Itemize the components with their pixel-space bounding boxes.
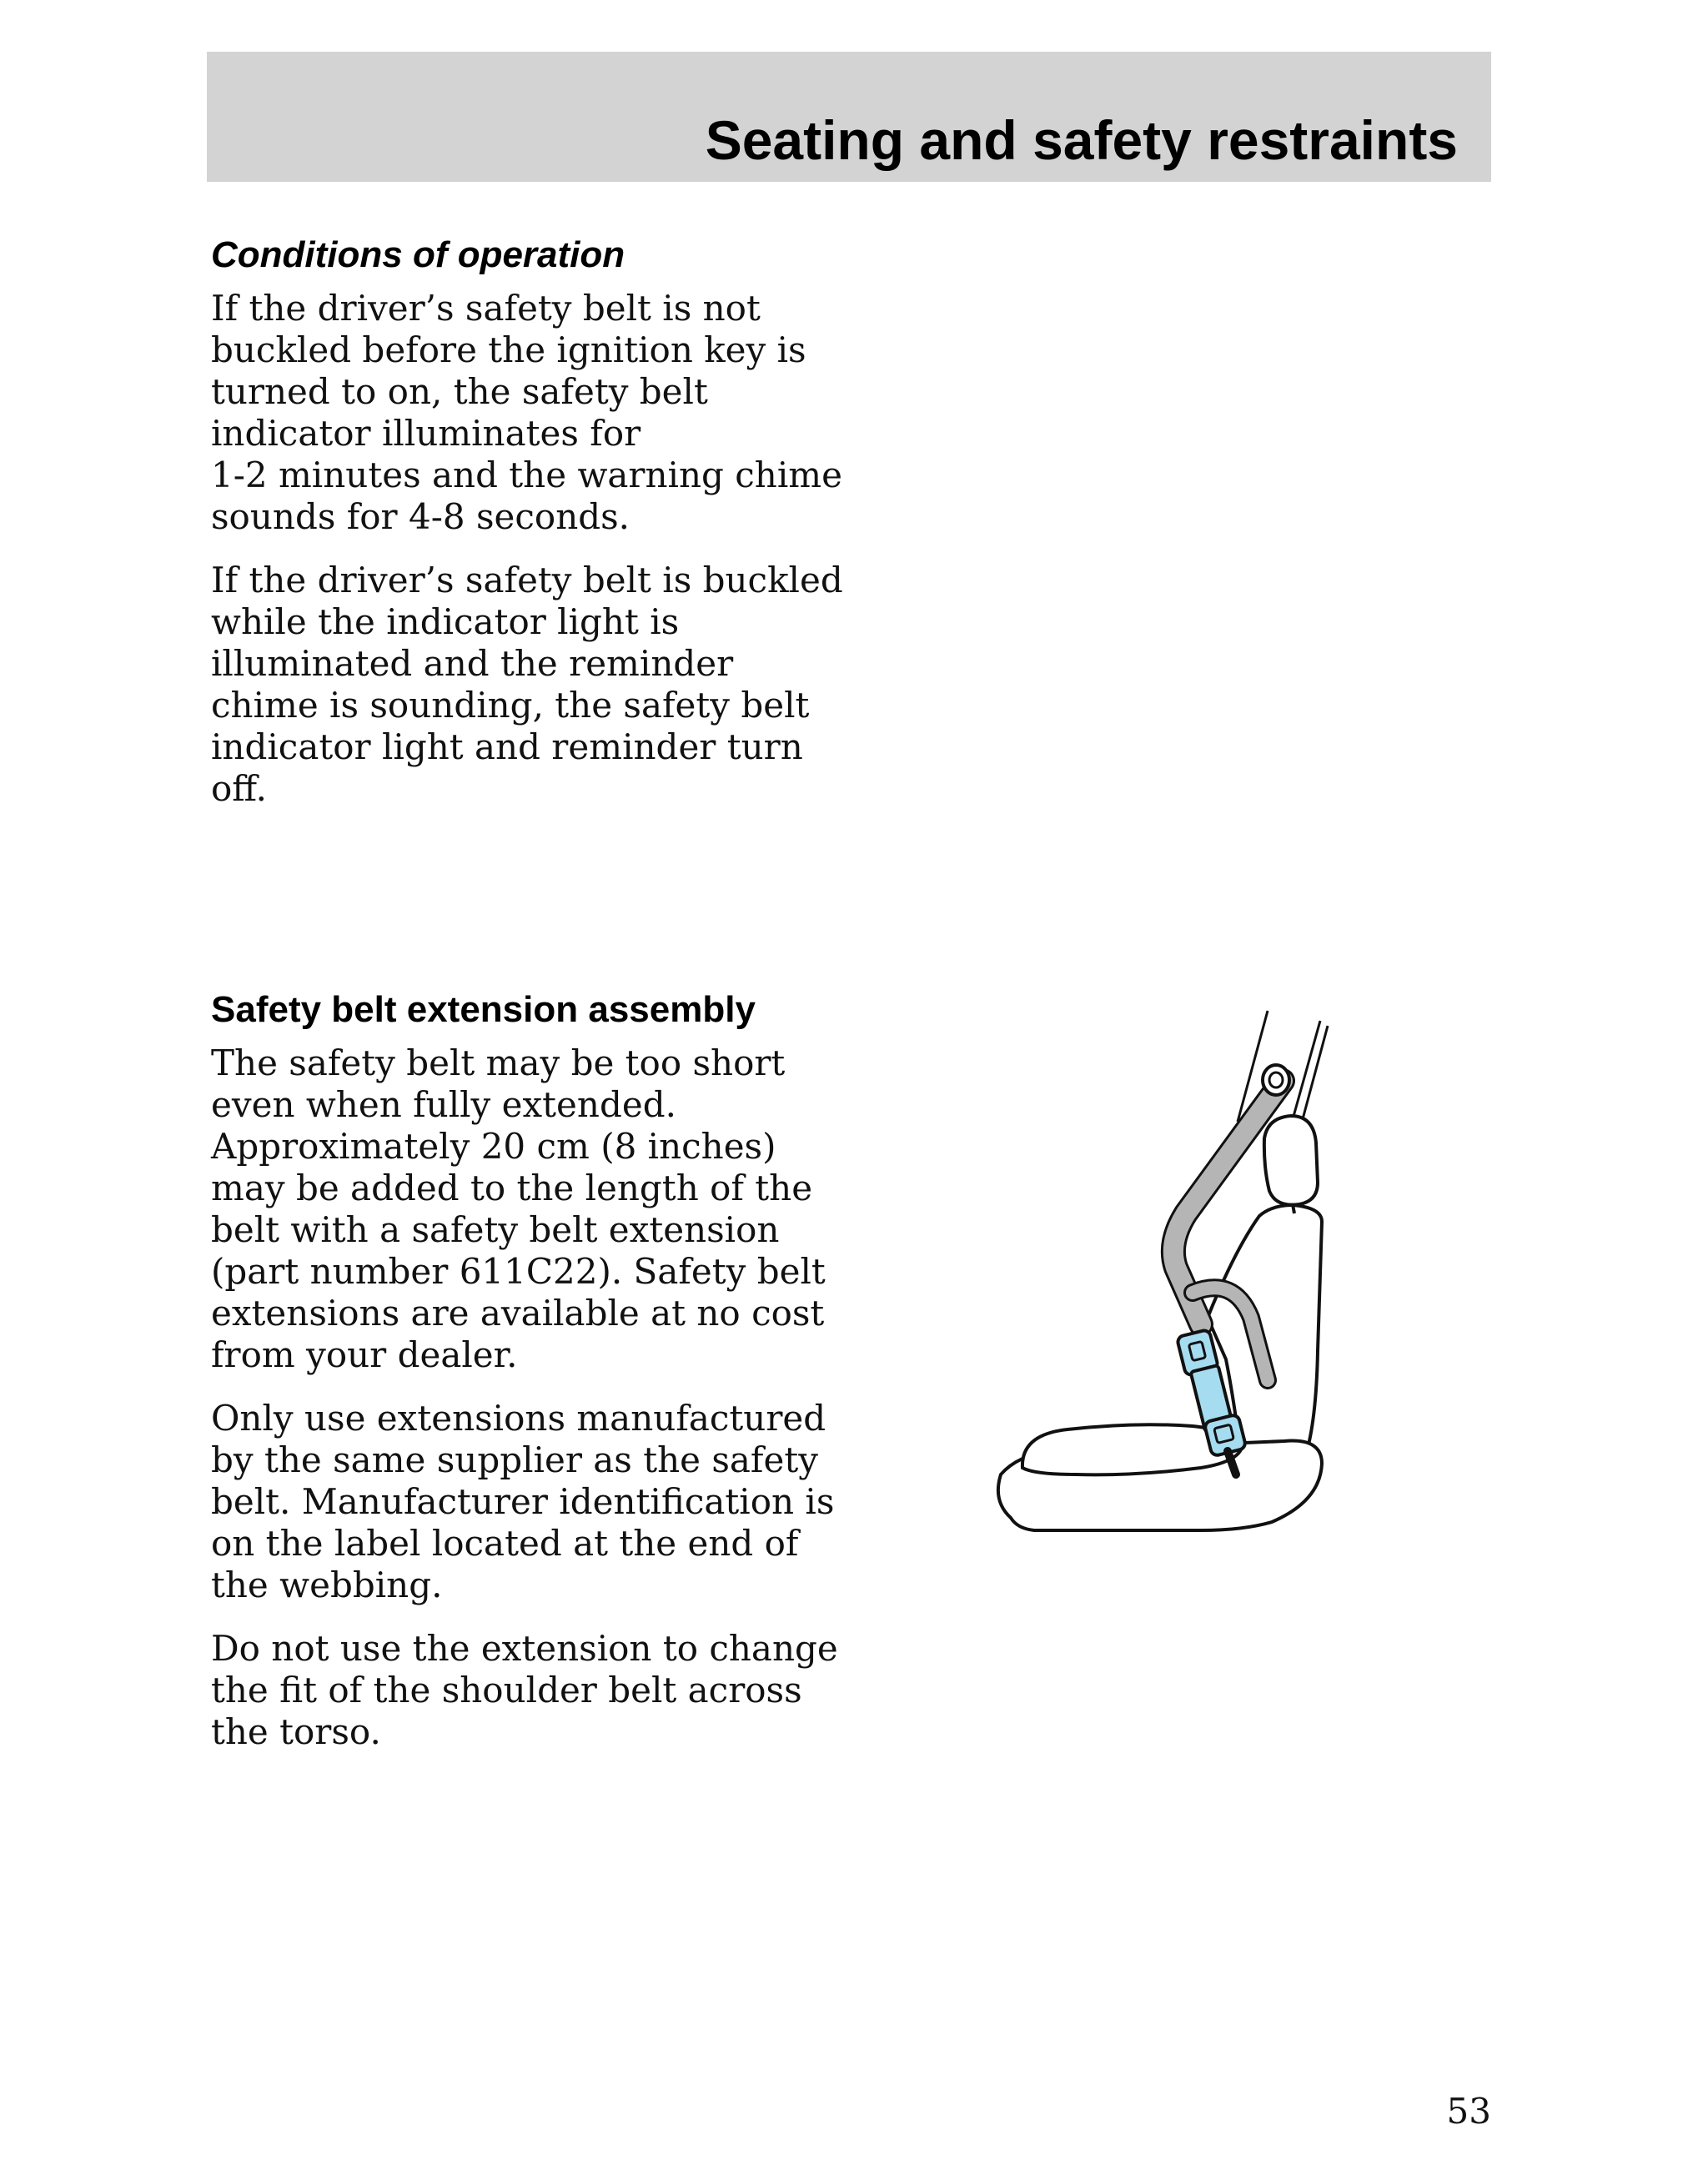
text-line: chime is sounding, the safety belt — [211, 685, 810, 726]
text-line: sounds for 4-8 seconds. — [211, 496, 630, 537]
conditions-heading: Conditions of operation — [211, 234, 625, 275]
text-line: while the indicator light is — [211, 601, 680, 642]
conditions-paragraph-2 — [211, 560, 845, 810]
conditions-of-operation-section — [211, 229, 845, 831]
text-line: If the driver’s safety belt is not — [211, 288, 761, 329]
text-line: (part number 611C22). Safety belt — [211, 1251, 826, 1292]
d-ring-anchor — [1263, 1065, 1289, 1095]
text-line: indicator light and reminder turn — [211, 726, 803, 767]
belt-extension-section — [211, 984, 845, 1775]
headrest — [1264, 1116, 1318, 1205]
text-line: illuminated and the reminder — [211, 643, 734, 684]
text-line: off. — [211, 768, 267, 809]
text-line: Approximately 20 cm (8 inches) — [211, 1126, 776, 1167]
section-header-bar — [207, 52, 1491, 182]
conditions-paragraph-1 — [211, 288, 845, 538]
text-line: 1-2 minutes and the warning chime — [211, 455, 842, 495]
text-line: Do not use the extension to change — [211, 1628, 838, 1669]
seat-belt-illustration-svg — [992, 1001, 1343, 1551]
text-line: belt. Manufacturer identification is — [211, 1481, 835, 1522]
text-line: on the label located at the end of — [211, 1523, 799, 1564]
seat-belt-extension-illustration — [992, 1001, 1343, 1551]
text-line: may be added to the length of the — [211, 1168, 813, 1208]
text-line: extensions are available at no cost — [211, 1293, 825, 1334]
text-line: the fit of the shoulder belt across — [211, 1670, 802, 1710]
text-line: turned to on, the safety belt — [211, 371, 708, 412]
belt-extension-heading: Safety belt extension assembly — [211, 989, 756, 1030]
text-line: belt with a safety belt extension — [211, 1209, 780, 1250]
text-line: from your dealer. — [211, 1334, 518, 1375]
text-line: the torso. — [211, 1711, 381, 1752]
text-line: The safety belt may be too short — [211, 1042, 786, 1083]
text-line: Only use extensions manufactured — [211, 1398, 826, 1439]
text-line: by the same supplier as the safety — [211, 1439, 818, 1480]
extension-paragraph-2 — [211, 1398, 845, 1606]
text-line: even when fully extended. — [211, 1084, 676, 1125]
text-line: the webbing. — [211, 1565, 443, 1605]
text-line: buckled before the ignition key is — [211, 329, 806, 370]
extension-paragraph-1 — [211, 1042, 845, 1376]
page-number: 53 — [1446, 2091, 1491, 2132]
extension-paragraph-3 — [211, 1628, 845, 1753]
section-title: Seating and safety restraints — [705, 108, 1458, 171]
headrest-post — [1293, 1204, 1294, 1213]
text-line: If the driver’s safety belt is buckled — [211, 560, 843, 600]
text-line: indicator illuminates for — [211, 413, 641, 454]
